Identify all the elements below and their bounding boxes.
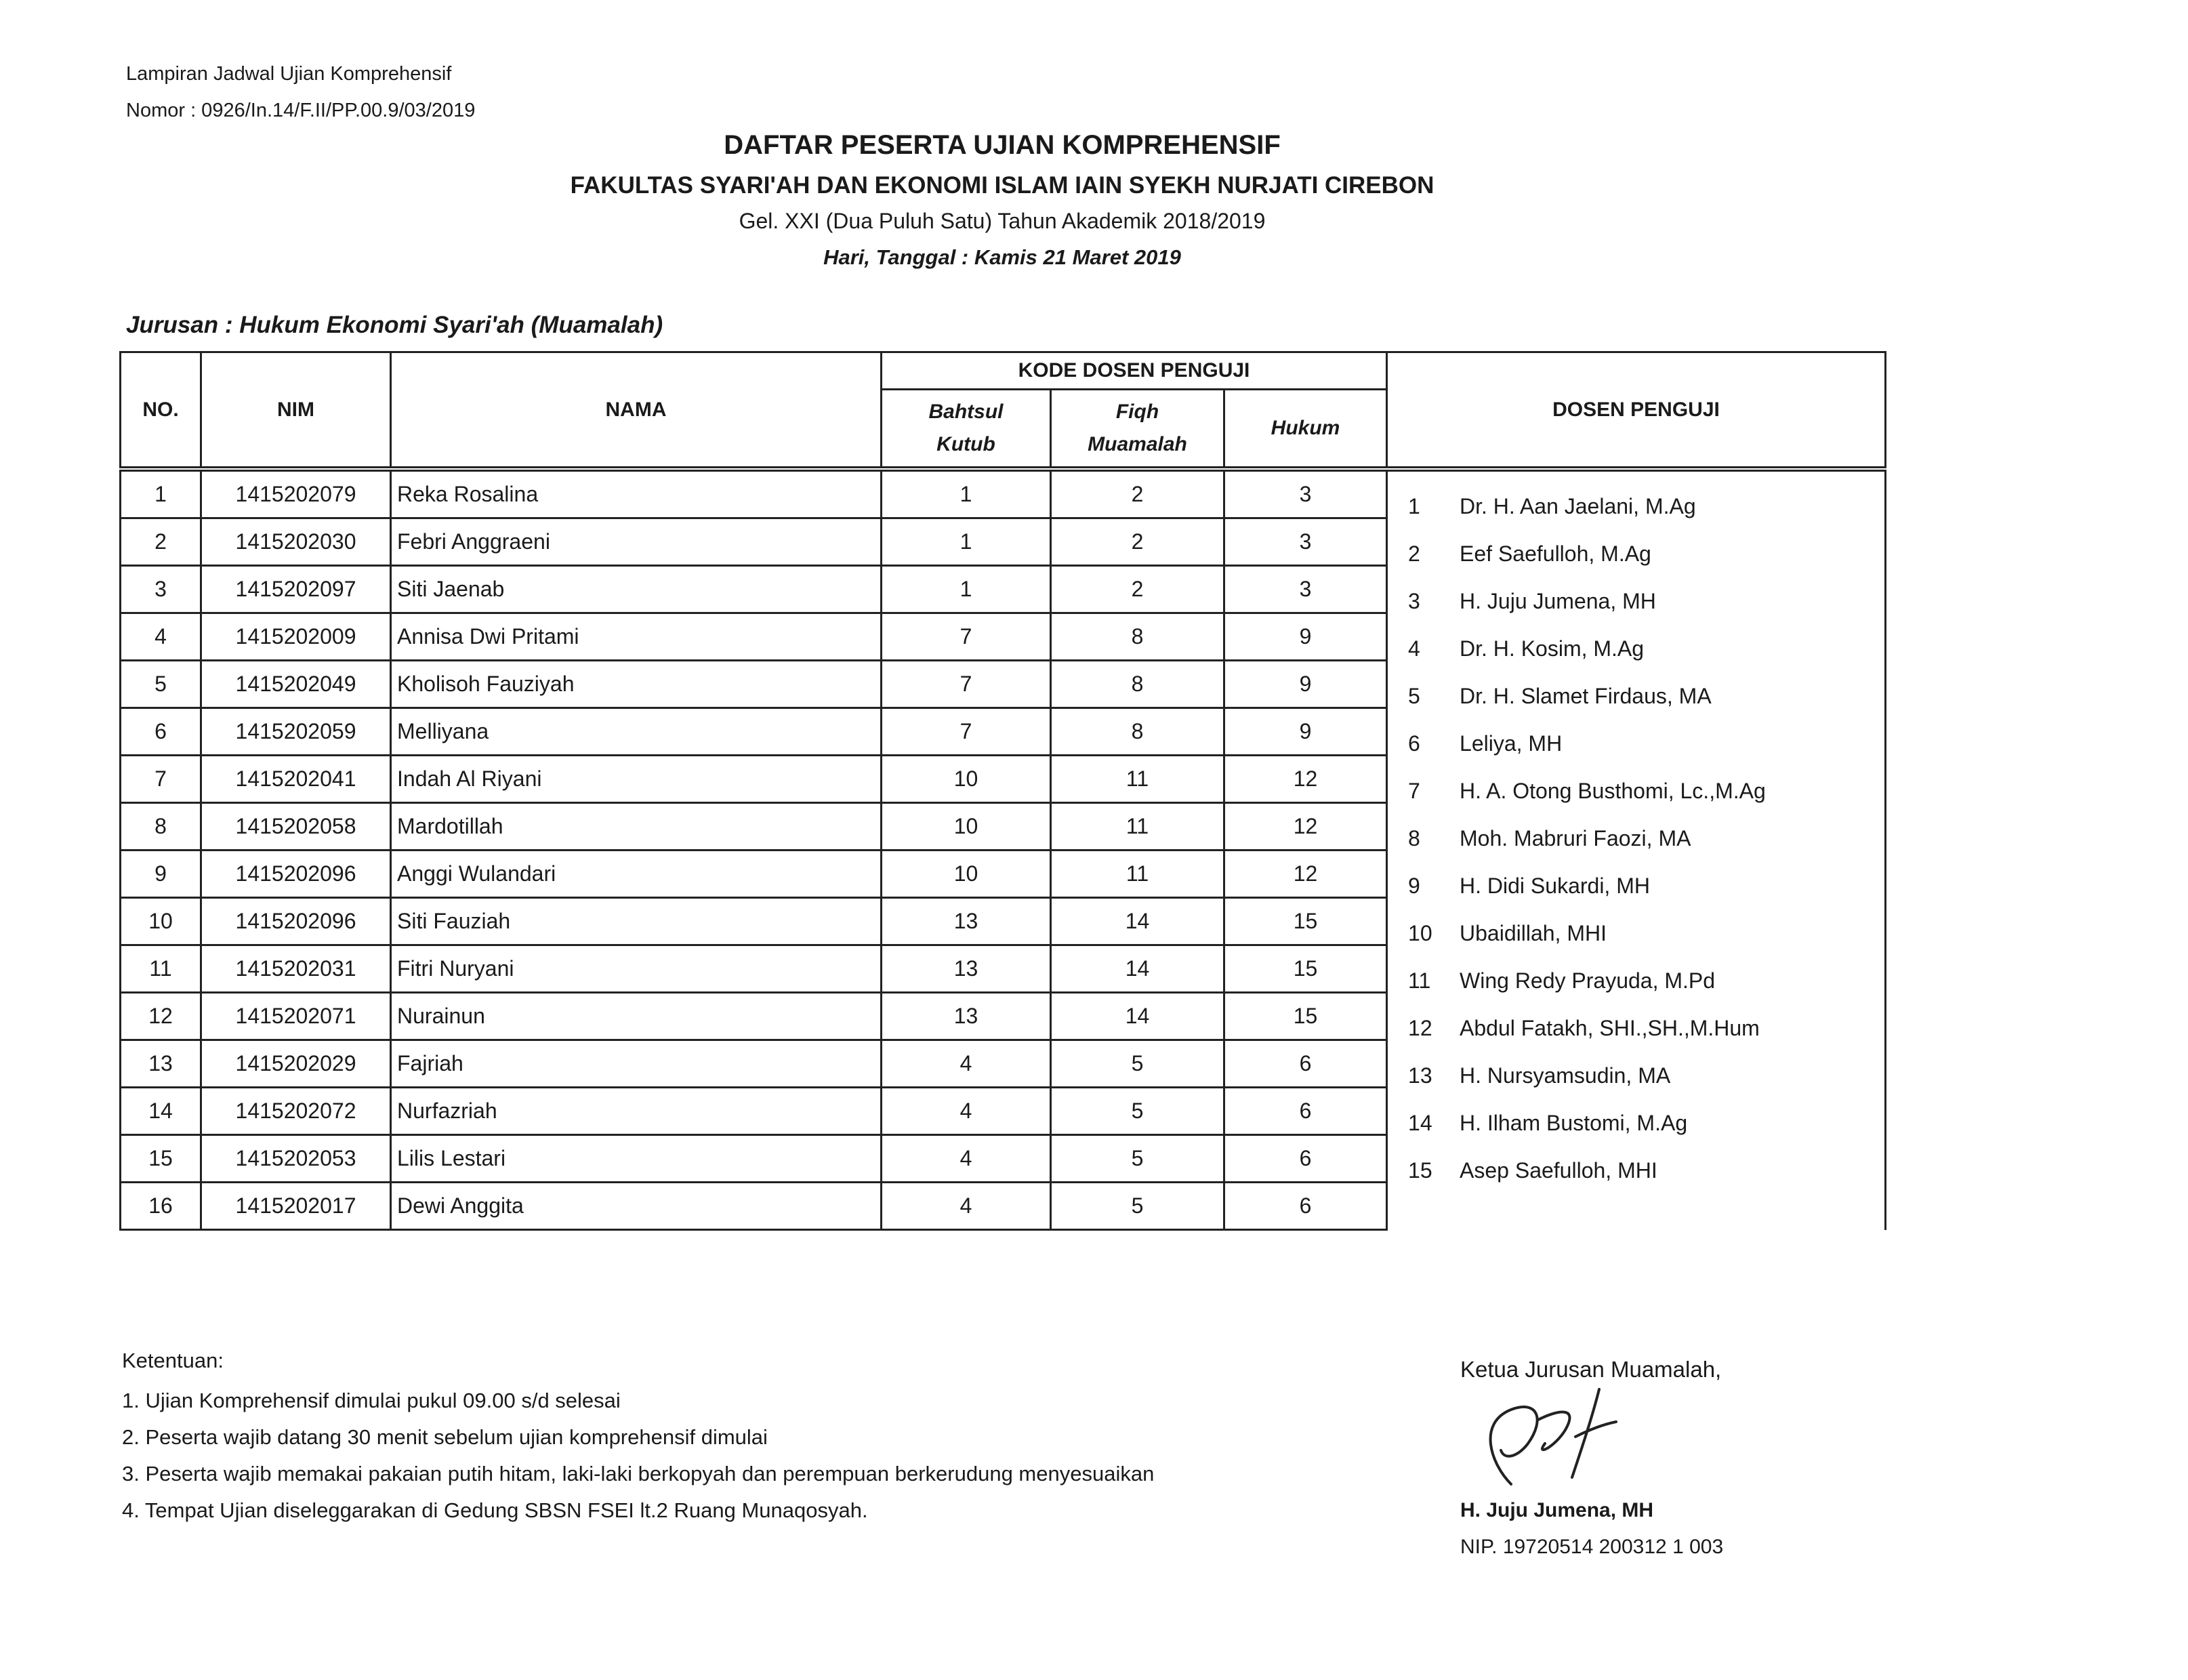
cell-bahtsul-kutub: 13 (882, 945, 1051, 993)
cell-hukum: 3 (1224, 518, 1387, 566)
cell-hukum: 9 (1224, 613, 1387, 661)
ketentuan-item: 4. Tempat Ujian diseleggarakan di Gedung SBSN FSEI lt.2 Ruang Munaqosyah. (122, 1498, 868, 1522)
cell-fiqh-muamalah: 8 (1051, 661, 1224, 708)
cell-bahtsul-kutub: 4 (882, 1040, 1051, 1088)
dosen-item (1388, 1052, 1884, 1099)
cell-fiqh-muamalah: 14 (1051, 898, 1224, 945)
cell-nama: Nurfazriah (391, 1088, 882, 1135)
dosen-name: H. Nursyamsudin, MA (1460, 1063, 1671, 1088)
cell-hukum: 3 (1224, 469, 1387, 518)
header-nim: NIM (201, 352, 391, 470)
header-bahtsul-line2: Kutub (936, 433, 995, 455)
cell-nim: 1415202059 (201, 708, 391, 756)
cell-nim: 1415202079 (201, 469, 391, 518)
cell-nama: Febri Anggraeni (391, 518, 882, 566)
dosen-name: H. Ilham Bustomi, M.Ag (1460, 1111, 1688, 1135)
header-bahtsul-kutub (882, 390, 1051, 470)
cell-nim: 1415202017 (201, 1183, 391, 1230)
dosen-list (1388, 472, 1884, 1194)
cell-no: 4 (121, 613, 201, 661)
cell-no: 1 (121, 469, 201, 518)
cell-fiqh-muamalah: 11 (1051, 851, 1224, 898)
dosen-item (1388, 1099, 1884, 1147)
cell-bahtsul-kutub: 7 (882, 613, 1051, 661)
cell-nim: 1415202030 (201, 518, 391, 566)
header-bahtsul-line1: Bahtsul (928, 401, 1004, 423)
lampiran-text: Lampiran Jadwal Ujian Komprehensif (126, 63, 452, 85)
cell-fiqh-muamalah: 2 (1051, 469, 1224, 518)
dosen-name: Dr. H. Slamet Firdaus, MA (1460, 684, 1712, 708)
jurusan-label: Jurusan : Hukum Ekonomi Syari'ah (Muamalah) (126, 312, 663, 338)
cell-nim: 1415202031 (201, 945, 391, 993)
cell-nim: 1415202096 (201, 851, 391, 898)
cell-no: 3 (121, 566, 201, 613)
cell-hukum: 15 (1224, 945, 1387, 993)
dosen-item (1388, 577, 1884, 625)
cell-fiqh-muamalah: 14 (1051, 945, 1224, 993)
dosen-number: 3 (1408, 589, 1420, 613)
cell-bahtsul-kutub: 1 (882, 566, 1051, 613)
cell-hukum: 12 (1224, 756, 1387, 803)
cell-fiqh-muamalah: 5 (1051, 1088, 1224, 1135)
cell-nama: Lilis Lestari (391, 1135, 882, 1183)
dosen-number: 9 (1408, 874, 1420, 898)
cell-fiqh-muamalah: 8 (1051, 613, 1224, 661)
header-fiqh-muamalah (1051, 390, 1224, 470)
cell-hukum: 12 (1224, 803, 1387, 851)
cell-nim: 1415202097 (201, 566, 391, 613)
dosen-number: 12 (1408, 1016, 1432, 1040)
dosen-number: 7 (1408, 779, 1420, 803)
dosen-name: Abdul Fatakh, SHI.,SH.,M.Hum (1460, 1016, 1760, 1040)
cell-hukum: 6 (1224, 1183, 1387, 1230)
table-row (121, 469, 1886, 518)
dosen-number: 2 (1408, 541, 1420, 566)
dosen-number: 15 (1408, 1158, 1432, 1183)
ketentuan-list (122, 1382, 1154, 1529)
cell-hukum: 9 (1224, 708, 1387, 756)
cell-nim: 1415202029 (201, 1040, 391, 1088)
cell-hukum: 15 (1224, 898, 1387, 945)
cell-nim: 1415202058 (201, 803, 391, 851)
dosen-item (1388, 1004, 1884, 1052)
cell-nama: Fitri Nuryani (391, 945, 882, 993)
cell-bahtsul-kutub: 7 (882, 661, 1051, 708)
dosen-number: 6 (1408, 731, 1420, 756)
cell-hukum: 9 (1224, 661, 1387, 708)
cell-nim: 1415202071 (201, 993, 391, 1040)
dosen-name: Asep Saefulloh, MHI (1460, 1158, 1657, 1183)
dosen-item (1388, 672, 1884, 720)
dosen-penguji-cell (1387, 469, 1886, 1230)
cell-nama: Nurainun (391, 993, 882, 1040)
header-no: NO. (121, 352, 201, 470)
dosen-item (1388, 767, 1884, 815)
dosen-number: 1 (1408, 494, 1420, 518)
cell-fiqh-muamalah: 5 (1051, 1183, 1224, 1230)
dosen-number: 8 (1408, 826, 1420, 851)
cell-fiqh-muamalah: 14 (1051, 993, 1224, 1040)
cell-nim: 1415202096 (201, 898, 391, 945)
signatory-name: H. Juju Jumena, MH (1460, 1499, 1654, 1521)
cell-fiqh-muamalah: 2 (1051, 566, 1224, 613)
dosen-number: 13 (1408, 1063, 1432, 1088)
dosen-item (1388, 625, 1884, 672)
cell-fiqh-muamalah: 5 (1051, 1040, 1224, 1088)
cell-no: 15 (121, 1135, 201, 1183)
cell-fiqh-muamalah: 11 (1051, 803, 1224, 851)
cell-nama: Kholisoh Fauziyah (391, 661, 882, 708)
cell-nama: Mardotillah (391, 803, 882, 851)
dosen-name: H. Juju Jumena, MH (1460, 589, 1656, 613)
dosen-item (1388, 957, 1884, 1004)
cell-no: 5 (121, 661, 201, 708)
header-dosen-penguji: DOSEN PENGUJI (1387, 352, 1886, 470)
cell-fiqh-muamalah: 8 (1051, 708, 1224, 756)
cell-bahtsul-kutub: 4 (882, 1088, 1051, 1135)
cell-nama: Annisa Dwi Pritami (391, 613, 882, 661)
cell-nama: Anggi Wulandari (391, 851, 882, 898)
ketentuan-item: 1. Ujian Komprehensif dimulai pukul 09.00 s/d selesai (122, 1389, 621, 1412)
header-hukum: Hukum (1224, 390, 1387, 470)
cell-fiqh-muamalah: 11 (1051, 756, 1224, 803)
cell-hukum: 6 (1224, 1040, 1387, 1088)
cell-no: 11 (121, 945, 201, 993)
dosen-item (1388, 1147, 1884, 1194)
cell-fiqh-muamalah: 5 (1051, 1135, 1224, 1183)
dosen-item (1388, 862, 1884, 909)
cell-nim: 1415202009 (201, 613, 391, 661)
cell-nama: Reka Rosalina (391, 469, 882, 518)
signature-role: Ketua Jurusan Muamalah, (1460, 1357, 1722, 1382)
dosen-number: 4 (1408, 636, 1420, 661)
cell-bahtsul-kutub: 4 (882, 1135, 1051, 1183)
dosen-name: Wing Redy Prayuda, M.Pd (1460, 968, 1716, 993)
participants-table (119, 351, 1886, 1231)
cell-nim: 1415202041 (201, 756, 391, 803)
cell-fiqh-muamalah: 2 (1051, 518, 1224, 566)
nomor-text: Nomor : 0926/In.14/F.II/PP.00.9/03/2019 (126, 100, 476, 121)
dosen-item (1388, 483, 1884, 530)
session-text: Gel. XXI (Dua Puluh Satu) Tahun Akademik 2018/2019 (739, 209, 1266, 233)
dosen-name: H. Didi Sukardi, MH (1460, 874, 1650, 898)
cell-no: 6 (121, 708, 201, 756)
cell-nama: Fajriah (391, 1040, 882, 1088)
header-nama: NAMA (391, 352, 882, 470)
cell-hukum: 6 (1224, 1135, 1387, 1183)
cell-bahtsul-kutub: 1 (882, 469, 1051, 518)
header-fiqh-line2: Muamalah (1088, 433, 1187, 455)
ketentuan-item: 3. Peserta wajib memakai pakaian putih hitam, laki-laki berkopyah dan perempuan berkerudung menyesuaikan (122, 1462, 1155, 1486)
cell-bahtsul-kutub: 7 (882, 708, 1051, 756)
cell-hukum: 12 (1224, 851, 1387, 898)
date-text: Hari, Tanggal : Kamis 21 Maret 2019 (823, 245, 1181, 269)
cell-bahtsul-kutub: 13 (882, 993, 1051, 1040)
table-body (121, 469, 1886, 1230)
cell-bahtsul-kutub: 13 (882, 898, 1051, 945)
cell-hukum: 3 (1224, 566, 1387, 613)
cell-no: 2 (121, 518, 201, 566)
dosen-number: 5 (1408, 684, 1420, 708)
dosen-name: Moh. Mabruri Faozi, MA (1460, 826, 1691, 851)
header-kode-dosen: KODE DOSEN PENGUJI (882, 352, 1387, 390)
cell-hukum: 15 (1224, 993, 1387, 1040)
dosen-name: H. A. Otong Busthomi, Lc.,M.Ag (1460, 779, 1766, 803)
faculty-title: FAKULTAS SYARI'AH DAN EKONOMI ISLAM IAIN SYEKH NURJATI CIREBON (570, 172, 1434, 199)
cell-nama: Dewi Anggita (391, 1183, 882, 1230)
dosen-item (1388, 815, 1884, 862)
dosen-name: Eef Saefulloh, M.Ag (1460, 541, 1651, 566)
dosen-number: 10 (1408, 921, 1432, 945)
cell-nama: Melliyana (391, 708, 882, 756)
cell-bahtsul-kutub: 10 (882, 756, 1051, 803)
cell-nim: 1415202072 (201, 1088, 391, 1135)
document-title: DAFTAR PESERTA UJIAN KOMPREHENSIF (724, 130, 1281, 160)
dosen-name: Ubaidillah, MHI (1460, 921, 1607, 945)
cell-no: 10 (121, 898, 201, 945)
cell-no: 13 (121, 1040, 201, 1088)
dosen-name: Dr. H. Aan Jaelani, M.Ag (1460, 494, 1696, 518)
dosen-number: 11 (1408, 968, 1431, 993)
cell-bahtsul-kutub: 1 (882, 518, 1051, 566)
dosen-name: Dr. H. Kosim, M.Ag (1460, 636, 1645, 661)
ketentuan-item: 2. Peserta wajib datang 30 menit sebelum ujian komprehensif dimulai (122, 1425, 768, 1449)
cell-bahtsul-kutub: 10 (882, 851, 1051, 898)
dosen-name: Leliya, MH (1460, 731, 1563, 756)
cell-no: 16 (121, 1183, 201, 1230)
cell-bahtsul-kutub: 4 (882, 1183, 1051, 1230)
cell-nama: Indah Al Riyani (391, 756, 882, 803)
dosen-number: 14 (1408, 1111, 1432, 1135)
cell-no: 9 (121, 851, 201, 898)
ketentuan-title: Ketentuan: (122, 1349, 224, 1372)
dosen-item (1388, 909, 1884, 957)
dosen-item (1388, 720, 1884, 767)
cell-no: 8 (121, 803, 201, 851)
cell-bahtsul-kutub: 10 (882, 803, 1051, 851)
signatory-nip: NIP. 19720514 200312 1 003 (1460, 1536, 1724, 1558)
handwritten-signature (1464, 1382, 1640, 1498)
dosen-item (1388, 530, 1884, 577)
cell-no: 12 (121, 993, 201, 1040)
header-fiqh-line1: Fiqh (1115, 401, 1159, 423)
cell-no: 7 (121, 756, 201, 803)
cell-nim: 1415202053 (201, 1135, 391, 1183)
cell-nama: Siti Fauziah (391, 898, 882, 945)
cell-nama: Siti Jaenab (391, 566, 882, 613)
cell-hukum: 6 (1224, 1088, 1387, 1135)
cell-nim: 1415202049 (201, 661, 391, 708)
cell-no: 14 (121, 1088, 201, 1135)
